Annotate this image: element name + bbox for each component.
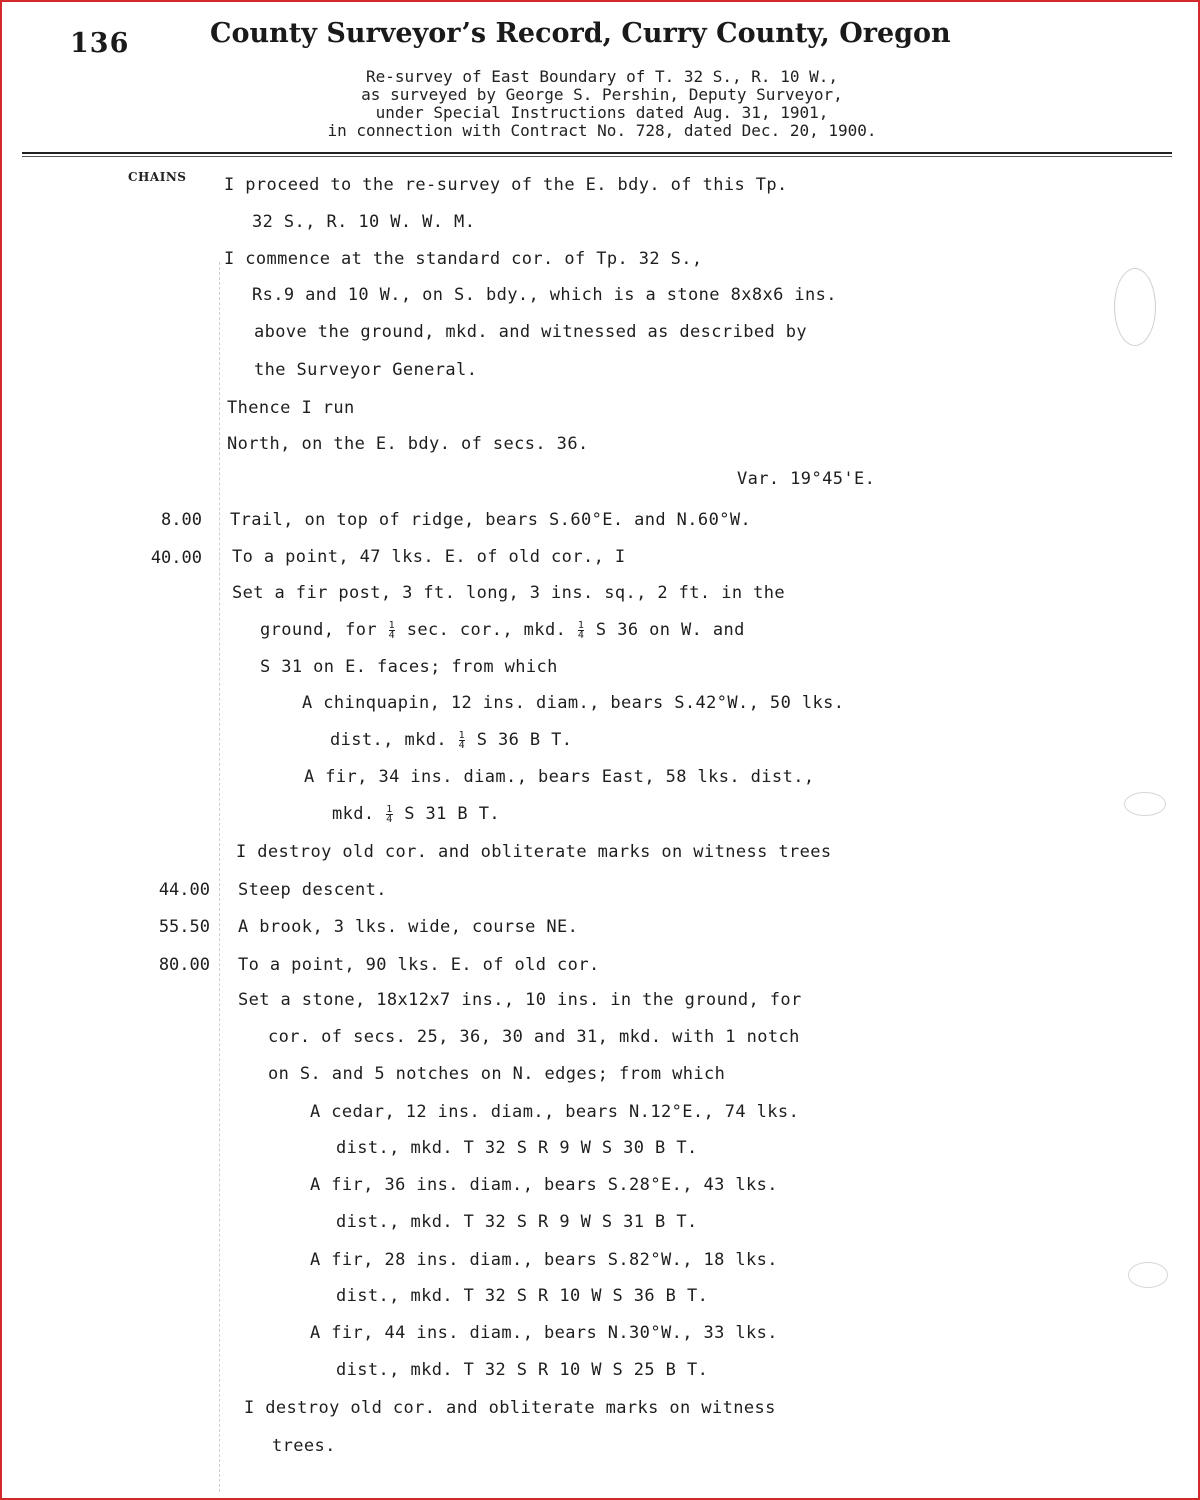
chain-value: 44.00 bbox=[158, 880, 210, 900]
scan-smudge-mark bbox=[1124, 792, 1166, 816]
subtitle-line: Re-survey of East Boundary of T. 32 S., R. 10 W., bbox=[365, 67, 838, 86]
fraction-quarter: $\frac{1}{4}$ bbox=[577, 619, 585, 641]
text-line: A chinquapin, 12 ins. diam., bears S.42°W., 50 lks. bbox=[302, 693, 845, 713]
text-line: A fir, 34 ins. diam., bears East, 58 lks. dist., bbox=[304, 767, 815, 787]
text-line: the Surveyor General. bbox=[254, 360, 478, 380]
text-line: trees. bbox=[272, 1436, 336, 1456]
chain-value: 8.00 bbox=[161, 510, 202, 530]
fraction-quarter: $\frac{1}{4}$ bbox=[388, 619, 396, 641]
text-segment: dist., mkd. bbox=[330, 730, 447, 750]
text-line: Thence I run bbox=[227, 398, 355, 418]
chain-value: 80.00 bbox=[158, 955, 210, 975]
text-line bbox=[332, 804, 500, 824]
text-line: Set a fir post, 3 ft. long, 3 ins. sq., 2 ft. in the bbox=[232, 583, 786, 603]
subtitle-line: in connection with Contract No. 728, dated Dec. 20, 1900. bbox=[327, 121, 877, 140]
text-line: A fir, 36 ins. diam., bears S.28°E., 43 lks. bbox=[310, 1175, 778, 1195]
text-line: Steep descent. bbox=[238, 880, 387, 900]
margin-guide bbox=[219, 262, 220, 1492]
header-divider-thin bbox=[22, 156, 1172, 157]
chain-value: 40.00 bbox=[150, 548, 202, 568]
text-line: A brook, 3 lks. wide, course NE. bbox=[238, 917, 579, 937]
fraction-quarter: $\frac{1}{4}$ bbox=[386, 803, 393, 825]
text-segment: mkd. bbox=[332, 804, 375, 824]
text-line: Var. 19°45'E. bbox=[737, 469, 876, 489]
text-segment: sec. cor., mkd. bbox=[406, 620, 567, 640]
text-line: North, on the E. bdy. of secs. 36. bbox=[227, 434, 589, 454]
text-line: To a point, 90 lks. E. of old cor. bbox=[238, 955, 600, 975]
text-segment: ground, for bbox=[260, 620, 377, 640]
text-segment: S 31 B T. bbox=[404, 804, 500, 824]
text-line: dist., mkd. T 32 S R 10 W S 36 B T. bbox=[336, 1286, 709, 1306]
text-line bbox=[260, 620, 745, 640]
subtitle-line: under Special Instructions dated Aug. 31, 1901, bbox=[375, 103, 829, 122]
text-line: I commence at the standard cor. of Tp. 32 S., bbox=[224, 249, 703, 269]
text-line: dist., mkd. T 32 S R 9 W S 31 B T. bbox=[336, 1212, 698, 1232]
text-line: 32 S., R. 10 W. W. M. bbox=[252, 212, 476, 232]
text-line: A fir, 44 ins. diam., bears N.30°W., 33 lks. bbox=[310, 1323, 778, 1343]
text-line: Rs.9 and 10 W., on S. bdy., which is a stone 8x8x6 ins. bbox=[252, 285, 837, 305]
text-line bbox=[330, 730, 572, 750]
text-line: I destroy old cor. and obliterate marks on witness bbox=[244, 1398, 776, 1418]
page-title: County Surveyor’s Record, Curry County, Oregon bbox=[210, 18, 951, 49]
text-line: on S. and 5 notches on N. edges; from which bbox=[268, 1064, 726, 1084]
binder-hole-mark bbox=[1114, 268, 1156, 346]
fraction-quarter: $\frac{1}{4}$ bbox=[458, 729, 466, 751]
chain-value: 55.50 bbox=[158, 917, 210, 937]
text-line: dist., mkd. T 32 S R 9 W S 30 B T. bbox=[336, 1138, 698, 1158]
chains-column-label: CHAINS bbox=[128, 170, 187, 184]
subtitle-block bbox=[202, 68, 1002, 140]
text-segment: S 36 on W. and bbox=[595, 620, 745, 640]
text-line: cor. of secs. 25, 36, 30 and 31, mkd. with 1 notch bbox=[268, 1027, 800, 1047]
text-line: To a point, 47 lks. E. of old cor., I bbox=[232, 547, 626, 567]
text-segment: S 36 B T. bbox=[476, 730, 573, 750]
text-line: S 31 on E. faces; from which bbox=[260, 657, 558, 677]
text-line: I proceed to the re-survey of the E. bdy. of this Tp. bbox=[224, 175, 788, 195]
page-number: 136 bbox=[70, 28, 130, 59]
text-line: Set a stone, 18x12x7 ins., 10 ins. in the ground, for bbox=[238, 990, 802, 1010]
text-line: A fir, 28 ins. diam., bears S.82°W., 18 lks. bbox=[310, 1250, 778, 1270]
text-line: above the ground, mkd. and witnessed as described by bbox=[254, 322, 808, 342]
subtitle-line: as surveyed by George S. Pershin, Deputy Surveyor, bbox=[361, 85, 843, 104]
text-line: A cedar, 12 ins. diam., bears N.12°E., 74 lks. bbox=[310, 1102, 800, 1122]
scan-smudge-mark bbox=[1128, 1262, 1168, 1288]
text-line: Trail, on top of ridge, bears S.60°E. and N.60°W. bbox=[230, 510, 752, 530]
text-line: I destroy old cor. and obliterate marks on witness trees bbox=[236, 842, 832, 862]
header-divider bbox=[22, 152, 1172, 154]
text-line: dist., mkd. T 32 S R 10 W S 25 B T. bbox=[336, 1360, 709, 1380]
